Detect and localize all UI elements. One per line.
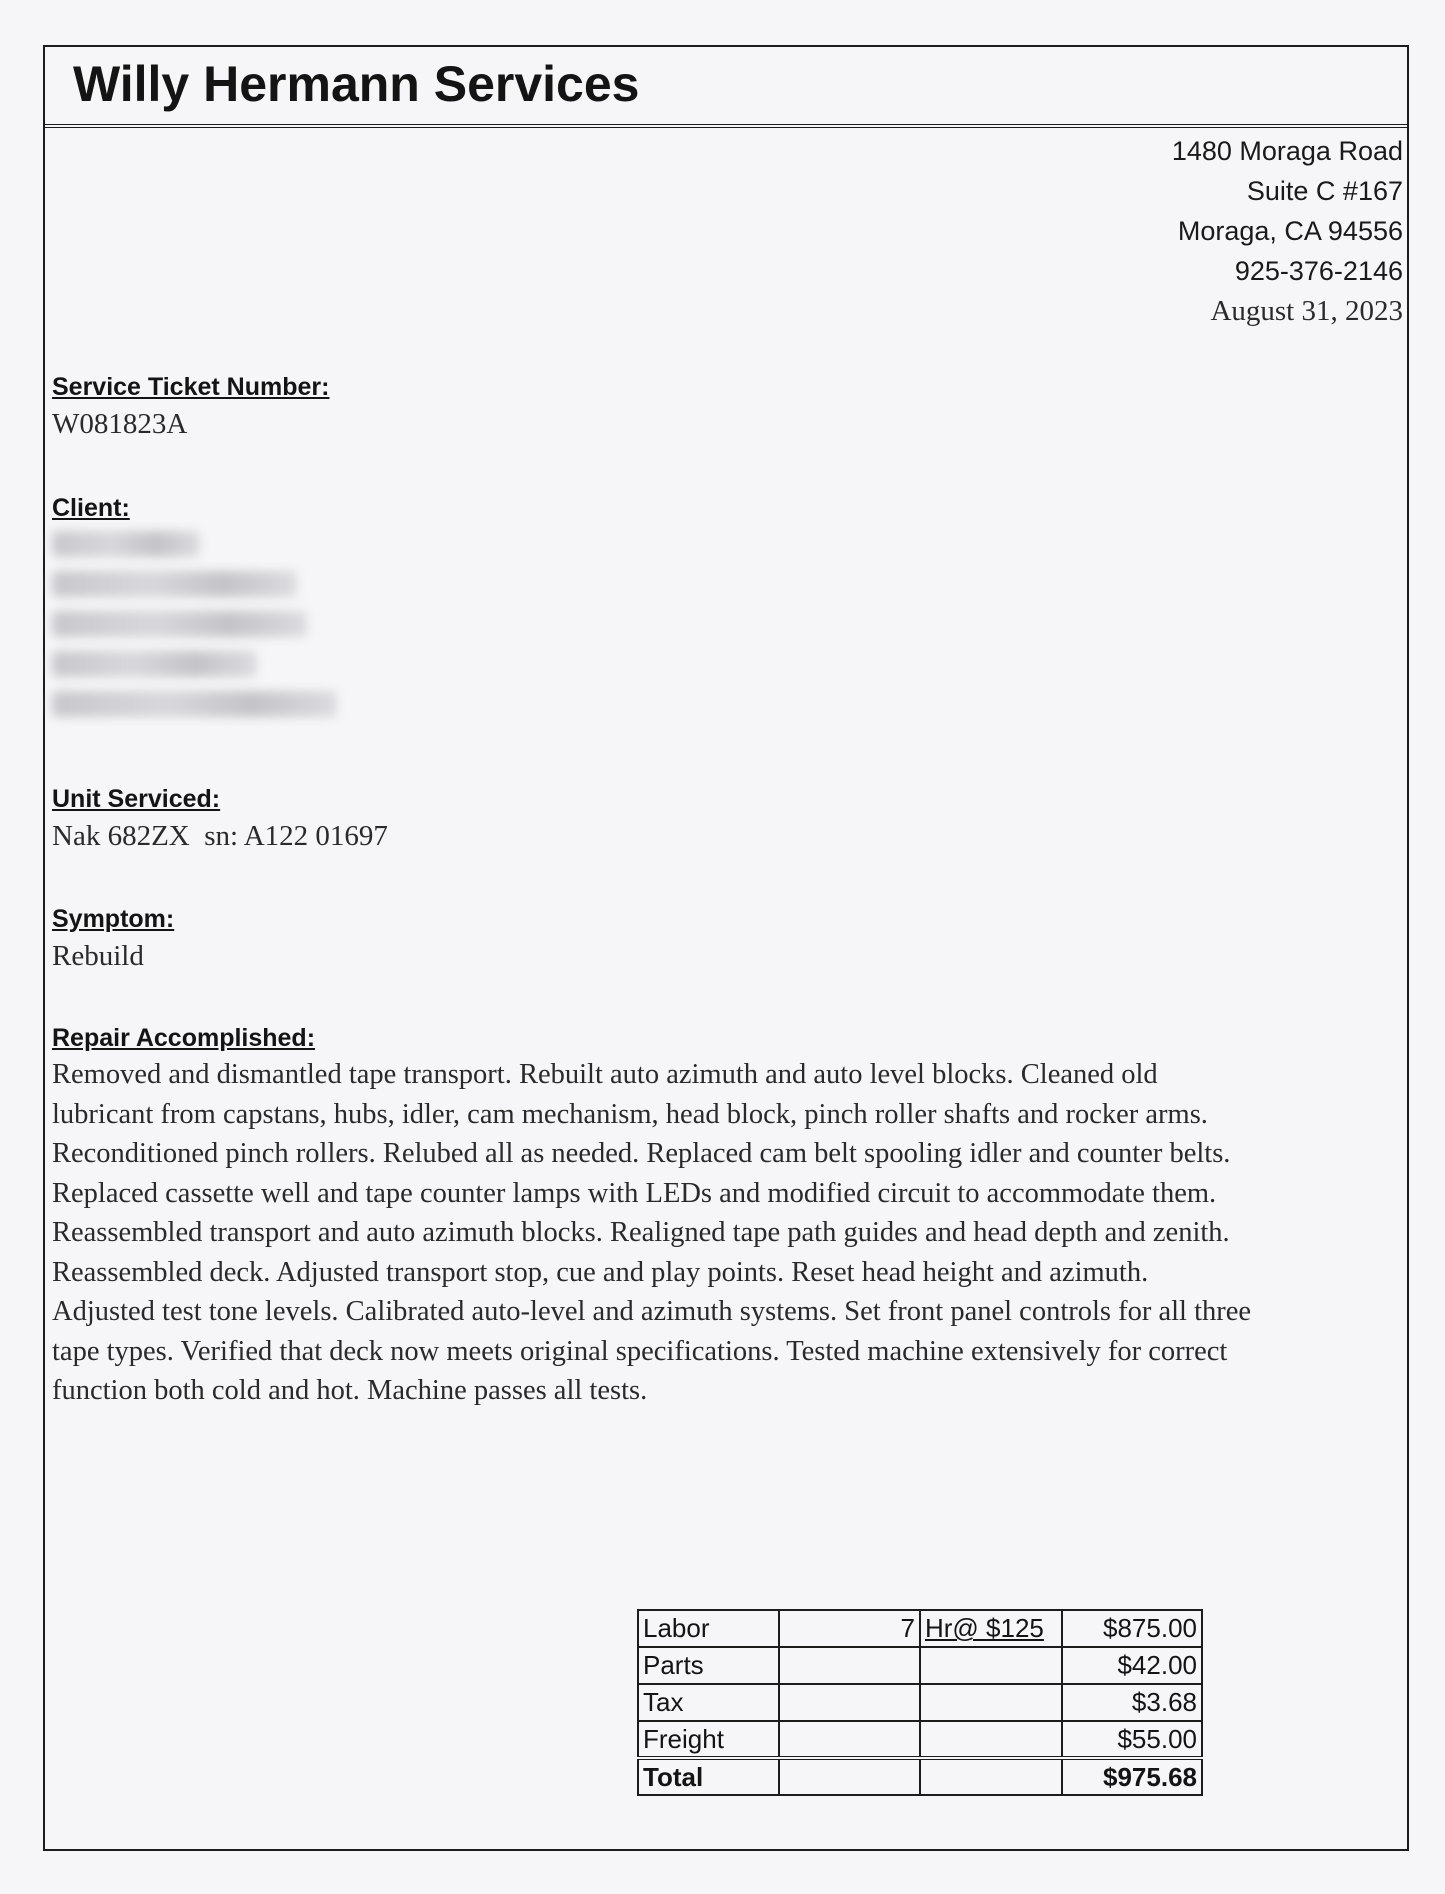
charge-rate — [920, 1610, 1062, 1647]
charge-rate — [920, 1721, 1062, 1758]
repair-line: Reassembled deck. Adjusted transport stop, cue and play points. Reset head height and azimuth. — [52, 1256, 1149, 1288]
client-heading: Client: — [52, 494, 130, 522]
company-name: Willy Hermann Services — [73, 56, 640, 112]
charge-qty — [779, 1647, 920, 1684]
charge-amount: $3.68 — [1062, 1684, 1202, 1721]
total-qty — [779, 1758, 920, 1795]
charge-rate — [920, 1684, 1062, 1721]
company-header — [45, 47, 1407, 128]
total-row — [638, 1758, 1202, 1795]
ticket-number: W081823A — [52, 408, 188, 440]
redacted-line — [52, 571, 297, 597]
repair-line: Reconditioned pinch rollers. Relubed all as needed. Replaced cam belt spooling idler and counter belts. — [52, 1138, 1231, 1169]
repair-description — [52, 1055, 1412, 1411]
invoice-frame — [43, 45, 1409, 1851]
address-suite: Suite C #167 — [1246, 176, 1403, 206]
table-row — [638, 1610, 1202, 1647]
table-row — [638, 1721, 1202, 1758]
redacted-line — [52, 611, 307, 637]
charge-amount: $875.00 — [1062, 1610, 1202, 1647]
charge-qty — [779, 1684, 920, 1721]
repair-line: Reassembled transport and auto azimuth blocks. Realigned tape path guides and head depth and zenith. — [52, 1217, 1230, 1248]
table-row — [638, 1647, 1202, 1684]
repair-line: lubricant from capstans, hubs, idler, cam mechanism, head block, pinch roller shafts and rocker arms. — [52, 1098, 1208, 1130]
address-city: Moraga, CA 94556 — [1177, 216, 1403, 246]
unit-heading: Unit Serviced: — [52, 785, 221, 813]
total-label: Total — [638, 1758, 779, 1795]
redacted-line — [52, 531, 200, 557]
ticket-heading: Service Ticket Number: — [52, 373, 330, 401]
charge-label: Parts — [638, 1647, 779, 1684]
redacted-line — [52, 651, 257, 677]
charge-qty: 7 — [779, 1610, 920, 1647]
address-street: 1480 Moraga Road — [1171, 136, 1403, 166]
unit-section — [52, 782, 388, 856]
charge-label: Freight — [638, 1721, 779, 1758]
repair-line: Removed and dismantled tape transport. Rebuilt auto azimuth and auto level blocks. Cleaned old — [52, 1059, 1158, 1090]
repair-line: function both cold and hot. Machine passes all tests. — [52, 1375, 648, 1406]
repair-line: Adjusted test tone levels. Calibrated auto-level and azimuth systems. Set front panel controls for all three — [52, 1296, 1252, 1327]
redacted-line — [52, 691, 337, 717]
client-redacted-info — [52, 531, 372, 717]
address-phone: 925-376-2146 — [1234, 256, 1403, 286]
charge-qty — [779, 1721, 920, 1758]
charge-rate-text: Hr@ $125 — [925, 1613, 1044, 1643]
repair-line: Replaced cassette well and tape counter lamps with LEDs and modified circuit to accommodate them. — [52, 1177, 1217, 1209]
repair-line: tape types. Verified that deck now meets original specifications. Tested machine extensively for correct — [52, 1335, 1228, 1367]
repair-section — [52, 1021, 1412, 1411]
charge-label: Tax — [638, 1684, 779, 1721]
unit-value: Nak 682ZX sn: A122 01697 — [52, 820, 388, 852]
total-amount: $975.68 — [1062, 1758, 1202, 1795]
charge-rate — [920, 1647, 1062, 1684]
total-rate — [920, 1758, 1062, 1795]
charge-amount: $55.00 — [1062, 1721, 1202, 1758]
symptom-heading: Symptom: — [52, 905, 175, 933]
company-address — [1172, 131, 1403, 331]
repair-heading: Repair Accomplished: — [52, 1024, 316, 1052]
symptom-value: Rebuild — [52, 940, 144, 972]
charges-table — [637, 1609, 1203, 1796]
client-section — [52, 491, 372, 731]
charge-amount: $42.00 — [1062, 1647, 1202, 1684]
ticket-section — [52, 370, 329, 444]
invoice-date: August 31, 2023 — [1210, 295, 1403, 327]
symptom-section — [52, 902, 174, 976]
charge-label: Labor — [638, 1610, 779, 1647]
table-row — [638, 1684, 1202, 1721]
